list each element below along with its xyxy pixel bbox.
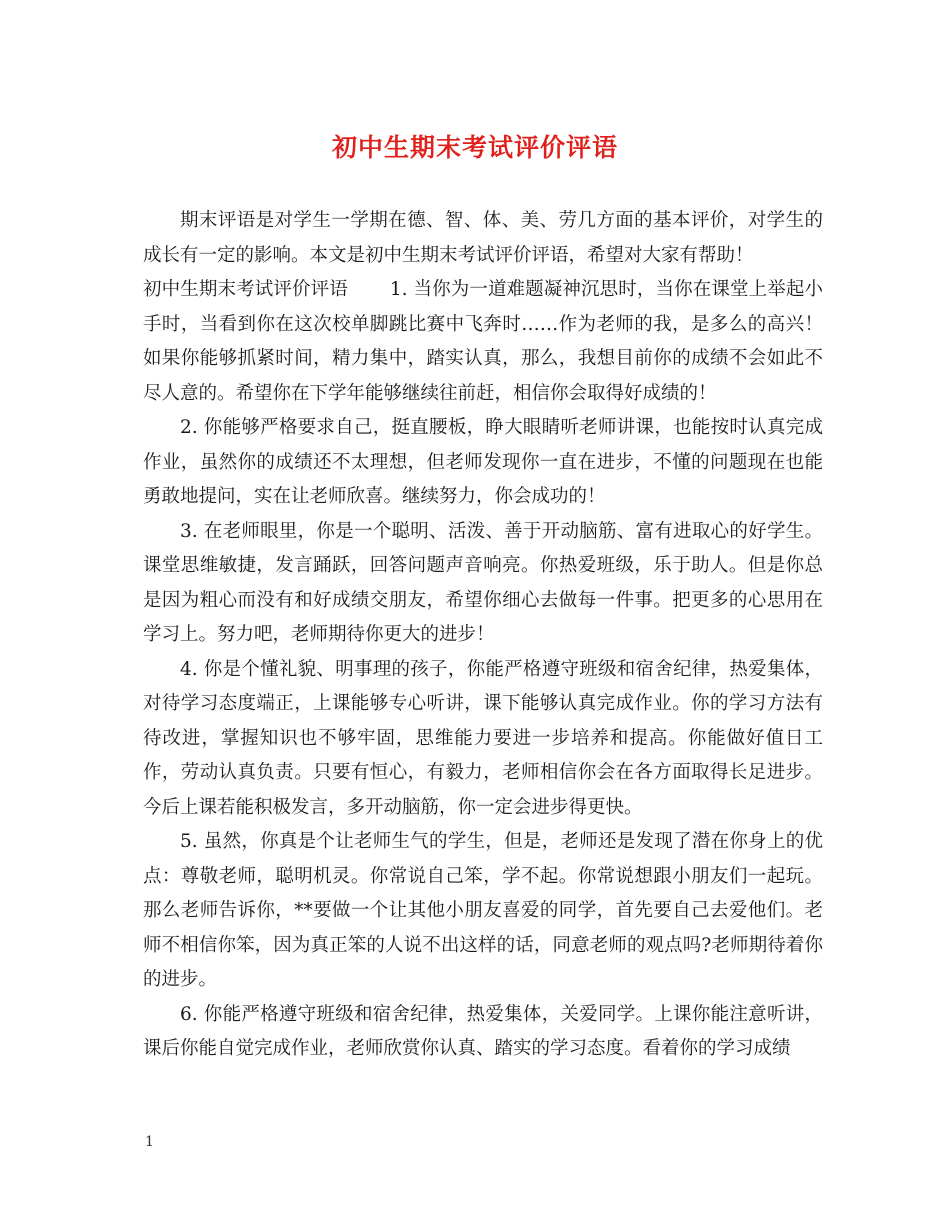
first-entry-paragraph	[143, 273, 823, 411]
comment-2: 2. 你能够严格要求自己，挺直腰板，睁大眼睛听老师讲课，也能按时认真完成作业，虽然你的成绩还不太理想，但老师发现你一直在进步，不懂的问题现在也能勇敢地提问，实在让老师欣喜。继续努力，你会成功的！	[143, 417, 823, 507]
page-number: 1	[145, 1134, 154, 1150]
comment-1: 1. 当你为一道难题凝神沉思时，当你在课堂上举起小手时，当看到你在这次校单脚跳比赛中飞奔时……作为老师的我，是多么的高兴！如果你能够抓紧时间，精力集中，踏实认真，那么，我想目前你的成绩不会如此不尽人意的。希望你在下学年能够继续往前赶，相信你会取得好成绩的！	[143, 279, 823, 404]
section-heading: 初中生期末考试评价评语	[143, 279, 348, 300]
document-title: 初中生期末考试评价评语	[331, 133, 618, 162]
comment-6: 6. 你能严格遵守班级和宿舍纪律，热爱集体，关爱同学。上课你能注意听讲，课后你能自觉完成作业，老师欣赏你认真、踏实的学习态度。看着你的学习成绩	[143, 1003, 823, 1059]
comment-4: 4. 你是个懂礼貌、明事理的孩子，你能严格遵守班级和宿舍纪律，热爱集体，对待学习态度端正，上课能够专心听讲，课下能够认真完成作业。你的学习方法有待改进，掌握知识也不够牢固，思维能力要进一步培养和提高。你能做好值日工作，劳动认真负责。只要有恒心，有毅力，老师相信你会在各方面取得长足进步。今后上课若能积极发言，多开动脑筋，你一定会进步得更快。	[143, 658, 823, 818]
comment-3: 3. 在老师眼里，你是一个聪明、活泼、善于开动脑筋、富有进取心的好学生。课堂思维敏捷，发言踊跃，回答问题声音响亮。你热爱班级，乐于助人。但是你总是因为粗心而没有和好成绩交朋友，希望你细心去做每一件事。把更多的心思用在学习上。努力吧，老师期待你更大的进步！	[143, 520, 823, 645]
comment-5: 5. 虽然，你真是个让老师生气的学生，但是，老师还是发现了潜在你身上的优点：尊敬老师，聪明机灵。你常说自己笨，学不起。你常说想跟小朋友们一起玩。那么老师告诉你，**要做一个让其他小朋友喜爱的同学，首先要自己去爱他们。老师不相信你笨，因为真正笨的人说不出这样的话，同意老师的观点吗?老师期待着你的进步。	[143, 831, 823, 990]
document-body	[143, 204, 823, 1067]
intro-paragraph: 期末评语是对学生一学期在德、智、体、美、劳几方面的基本评价，对学生的成长有一定的影响。本文是初中生期末考试评价评语，希望对大家有帮助！	[143, 210, 823, 266]
